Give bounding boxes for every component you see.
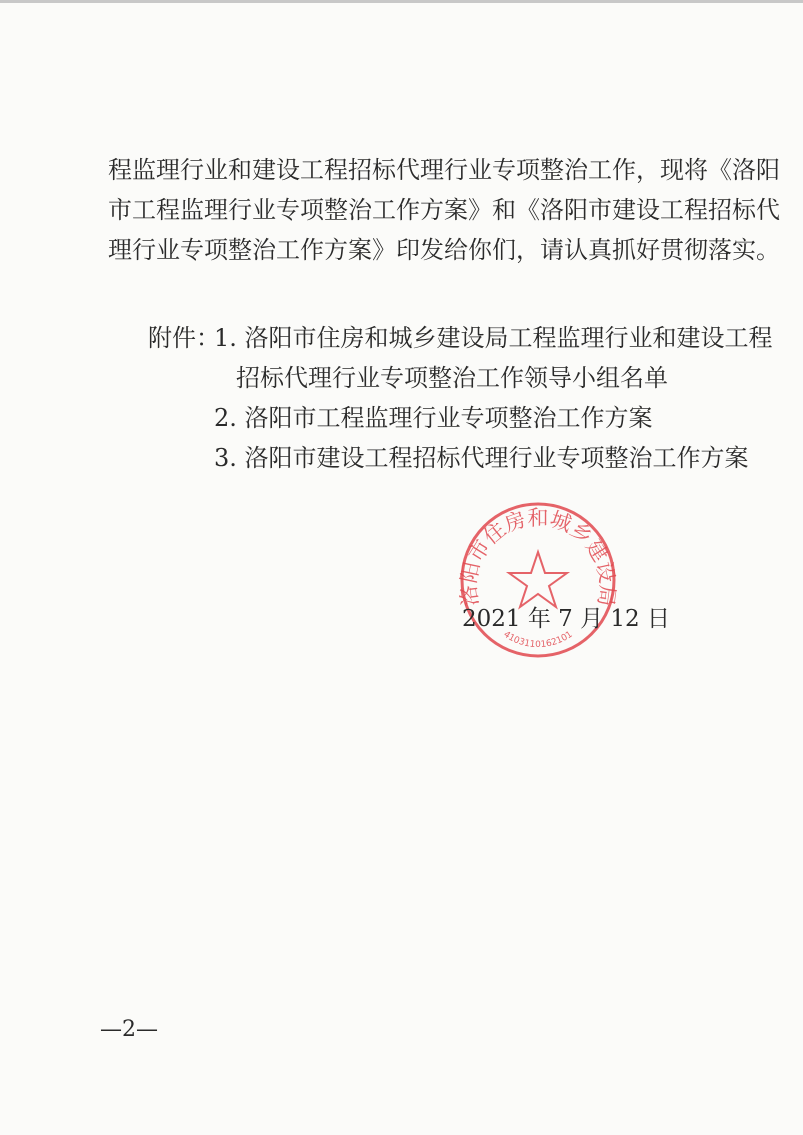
svg-text:洛阳市住房和城乡建设局 [456,506,619,608]
body-line: 理行业专项整治工作方案》印发给你们，请认真抓好贯彻落实。 [108,236,780,264]
seal-text: 洛阳市住房和城乡建设局 [456,505,620,608]
page-number: —2— [100,1017,158,1042]
body-line: 程监理行业和建设工程招标代理行业专项整治工作，现将《洛阳 [108,156,780,184]
attachment-item: 2. 洛阳市工程监理行业专项整治工作方案 [214,404,653,432]
attachment-item: 1. 洛阳市住房和城乡建设局工程监理行业和建设工程 [214,324,773,352]
official-seal [455,500,621,660]
body-line: 市工程监理行业专项整治工作方案》和《洛阳市建设工程招标代 [108,196,780,224]
issue-date: 2021 年 7 月 12 日 [462,606,670,632]
star-icon [509,552,567,607]
attachment-item: 3. 洛阳市建设工程招标代理行业专项整治工作方案 [214,444,749,472]
seal-code: 4103110162101 [501,629,575,651]
scan-edge [0,0,803,3]
attachment-item-continuation: 招标代理行业专项整治工作领导小组名单 [236,364,668,392]
attachments-label: 附件： [148,324,220,352]
